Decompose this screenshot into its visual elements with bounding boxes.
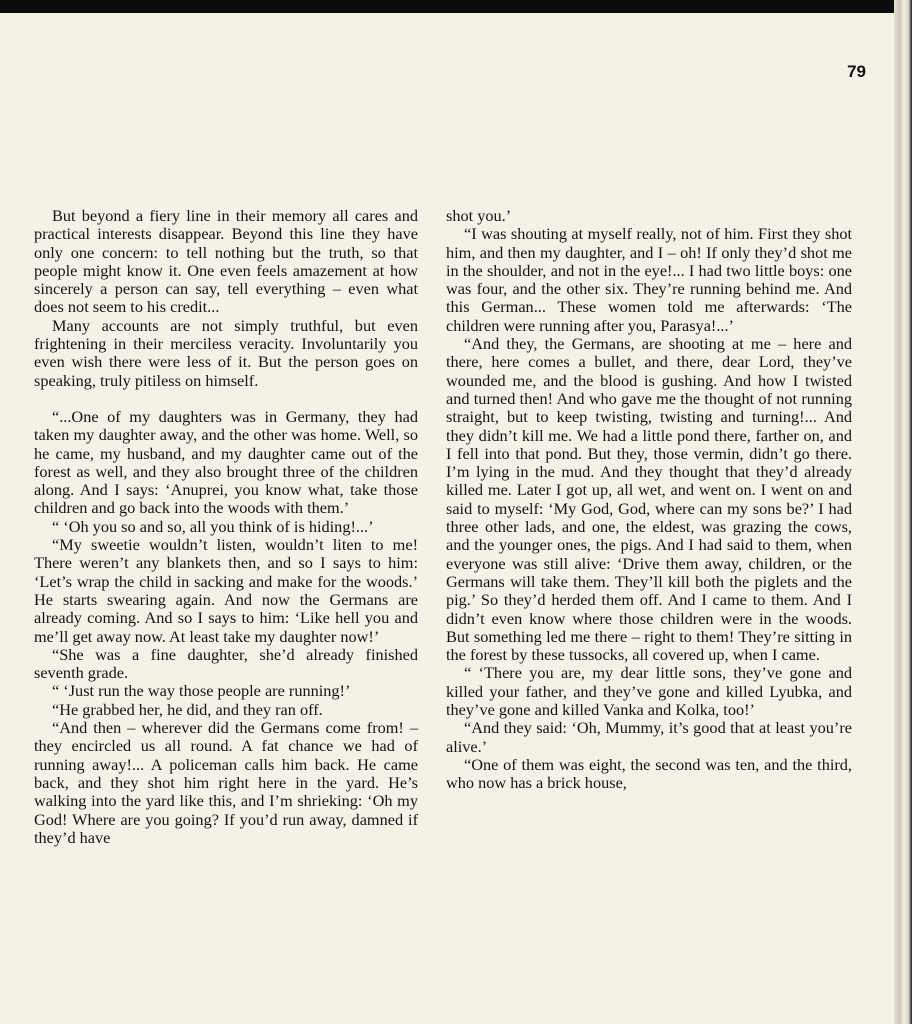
paragraph: “And they, the Germans, are shooting at me – here and there, here comes a bullet, and there, dear Lord, they’ve wounded me, and the blood is gushing. And how I twisted and turned then! And who gave me the thought of not running straight, but to keep twisting, twisting and turning!... And they didn’t kill me. We had a little pond there, farther on, and I fell into that pond. But they, those vermin, didn’t go there. I’m lying in the mud. And they thought that they’d already killed me. Later I got up, all wet, and went on. I went on and said to myself: ‘My God, God, where can my sons be?’ I had three other lads, and one, the eldest, was grazing the cows, and the younger ones, the pigs. And I had said to them, when everyone was still alive: ‘Drive them away, children, or the Germans will take them. They’ll kill both the piglets and the pig.’ So they’d herded them off. And I came to them. And I didn’t even know where those children were in the woods. But something led me there – right to them! They’re sitting in the forest by these tussocks, all covered up, when I came. [446, 334, 852, 665]
paragraph: “I was shouting at myself really, not of him. First they shot him, and then my daughter, and I – oh! If only they’d shot me in the shoulder, and not in the eye!... I had two little boys: one was four, and the other six. They’re running behind me. And this German... These women told me afterwards: ‘The children were running after you, Parasya!...’ [446, 224, 852, 335]
book-binding-edge [894, 0, 912, 1024]
left-column [34, 207, 418, 847]
paragraph: But beyond a fiery line in their memory all cares and practical interests disappear. Beyond this line they have only one concern: to tell nothing but the truth, so that people might know it. One even feels amazement at how sincerely a person can say, tell everything – even what does not seem to his credit... [34, 206, 418, 317]
paragraph: “And they said: ‘Oh, Mummy, it’s good that at least you’re alive.’ [446, 718, 852, 756]
paragraph: “One of them was eight, the second was ten, and the third, who now has a brick house, [446, 754, 852, 793]
paragraph: “And then – wherever did the Germans come from! – they encircled us all round. A fat chance we had of running away!... A policeman calls him back. He came back, and they shot him right here in the yard. He’s walking into the yard like this, and I’m shrieking: ‘Oh my God! Where are you going? If you’d run away, damned if they’d have [34, 718, 418, 847]
page-top-edge [0, 0, 912, 13]
paragraph: “ ‘There you are, my dear little sons, they’ve gone and killed your father, and they’ve gone and killed Lyubka, and they’ve gone and killed Vanka and Kolka, too!’ [446, 663, 852, 720]
paragraph: shot you.’ [446, 206, 512, 225]
paragraph: “My sweetie wouldn’t listen, wouldn’t liten to me! There weren’t any blankets then, and so I says to him: ‘Let’s wrap the child in sacking and make for the woods.’ He starts swearing again. And now the Germans are already coming. And so I says to him: ‘Like hell you and me’ll get away now. At least take my daughter now!’ [34, 535, 418, 646]
right-column [446, 207, 852, 793]
page-number: 79 [847, 62, 866, 81]
paragraph: “ ‘Just run the way those people are running!’ [52, 681, 351, 701]
paragraph: “He grabbed her, he did, and they ran off. [52, 699, 323, 719]
paragraph: Many accounts are not simply truthful, but even frightening in their merciless veracity. Involuntarily you even wish there were less of it. But the person goes on speaking, truly pitiless on himself. [34, 315, 418, 390]
paragraph: “ ‘Oh you so and so, all you think of is hiding!...’ [52, 516, 374, 536]
paragraph: “She was a fine daughter, she’d already finished seventh grade. [34, 644, 418, 683]
paragraph: “...One of my daughters was in Germany, they had taken my daughter away, and the other was home. Well, so he came, my husband, and my daughter came out of the forest as well, and they also brought three of the children along. And I says: ‘Anuprei, you know what, take those children and go back into the woods with them.’ [34, 406, 418, 518]
